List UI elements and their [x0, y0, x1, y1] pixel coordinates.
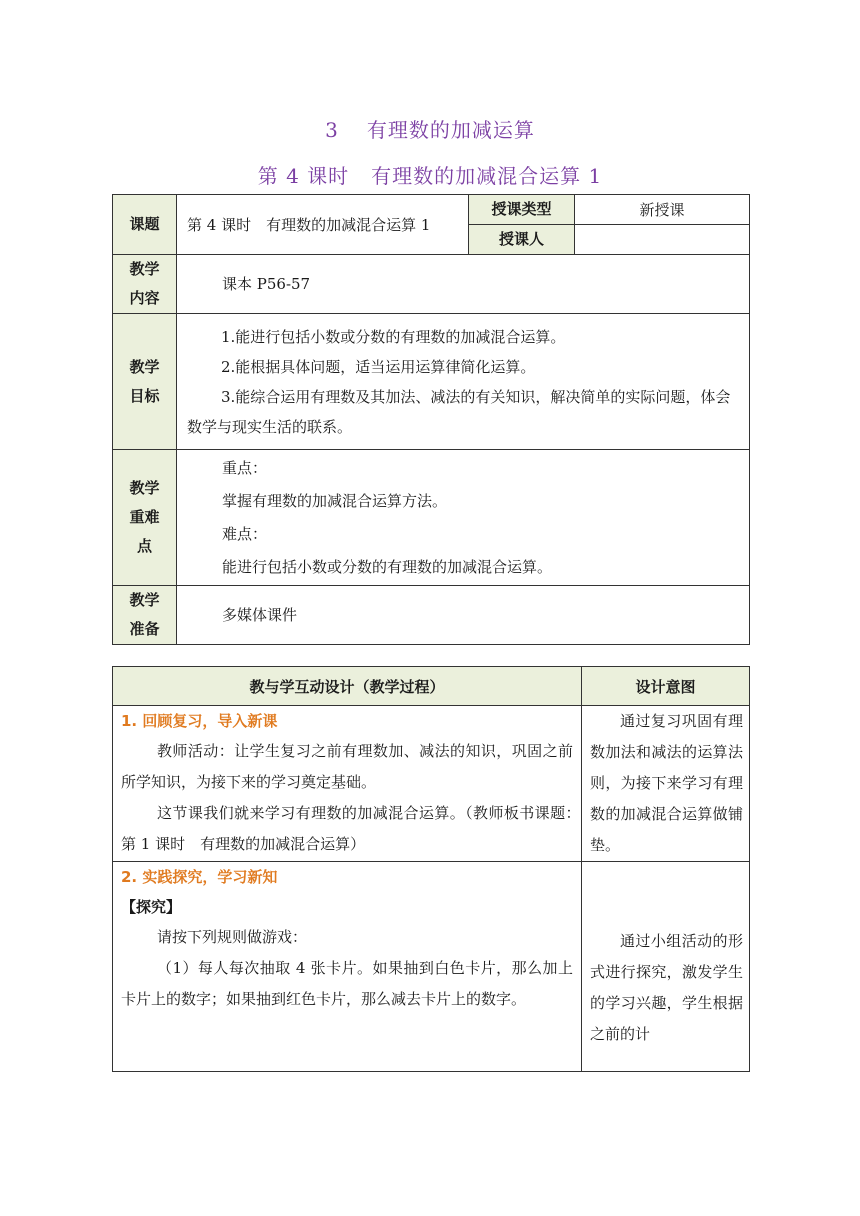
key-points-cell: [177, 450, 750, 586]
key-label-line: 教学: [129, 479, 160, 497]
section2-title: 2. 实践探究，学习新知: [121, 868, 278, 886]
section1-intent: 通过复习巩固有理数加法和减法的运算法则，为接下来学习有理数的加减混合运算做铺垫。: [590, 712, 743, 854]
content-value-cell: [177, 255, 750, 314]
key-label-line: 重难: [129, 508, 160, 526]
content-label: [113, 255, 177, 314]
topic-value: 第 4 课时 有理数的加减混合运算 1: [177, 195, 469, 255]
section1-paragraph: 教师活动：让学生复习之前有理数加、减法的知识，巩固之前所学知识，为接下来的学习奠定基础。: [121, 742, 573, 791]
topic-label: 课题: [113, 195, 177, 255]
unit-number: 3: [325, 118, 339, 142]
type-value: 新授课: [575, 195, 750, 225]
difficult-point: 能进行包括小数或分数的有理数的加减混合运算。: [222, 557, 553, 576]
explore-subtitle: 【探究】: [121, 898, 182, 916]
goals-label-line: 教学: [129, 357, 160, 376]
intent-header: 设计意图: [582, 667, 750, 706]
section2-paragraph: （1）每人每次抽取 4 张卡片。如果抽到白色卡片，那么加上卡片上的数字；如果抽到红色卡片，那么减去卡片上的数字。: [121, 959, 573, 1008]
section1-paragraph: 这节课我们就来学习有理数的加减混合运算。（教师板书课题： 第 1 课时 有理数的加减混合运算）: [121, 804, 589, 853]
goal-item: 2.能根据具体问题，适当运用运算律简化运算。: [221, 357, 536, 376]
goal-item: 3.能综合运用有理数及其加法、减法的有关知识，解决简单的实际问题，体会数学与现实生活的联系。: [187, 387, 731, 436]
goals-label: [113, 314, 177, 450]
key-point-label: 重点：: [222, 458, 268, 477]
teacher-label: 授课人: [469, 225, 575, 255]
content-label-line: 内容: [129, 289, 160, 307]
process-header: 教与学互动设计（教学过程）: [113, 667, 582, 706]
section2-cell: [113, 862, 582, 1072]
section2-intent: 通过小组活动的形式进行探究，激发学生的学习兴趣，学生根据之前的计: [590, 932, 743, 1043]
section2-paragraph: 请按下列规则做游戏：: [157, 928, 308, 946]
teaching-process-table: [112, 666, 750, 1072]
goals-cell: [177, 314, 750, 450]
goals-label-line: 目标: [129, 386, 160, 405]
difficult-point-label: 难点：: [222, 524, 268, 543]
key-label-line: 点: [136, 537, 152, 555]
lesson-name: 有理数的加减混合运算 1: [371, 164, 603, 188]
unit-name: 有理数的加减运算: [366, 118, 535, 142]
unit-title: [0, 114, 860, 143]
prep-value: 多媒体课件: [222, 606, 298, 624]
lesson-title: [0, 160, 860, 189]
section2-intent-cell: [582, 862, 750, 1072]
goal-item: 1.能进行包括小数或分数的有理数的加减混合运算。: [221, 327, 566, 346]
section1-intent-cell: [582, 706, 750, 862]
prep-label-line: 教学: [129, 591, 160, 609]
teacher-value: [575, 225, 750, 255]
lesson-info-table: [112, 194, 750, 645]
prep-cell: [177, 586, 750, 645]
lesson-number: 第 4 课时: [257, 164, 350, 188]
key-points-label: [113, 450, 177, 586]
key-point: 掌握有理数的加减混合运算方法。: [222, 491, 448, 510]
section1-cell: [113, 706, 589, 862]
prep-label: [113, 586, 177, 645]
content-label-line: 教学: [129, 260, 160, 278]
type-label: 授课类型: [469, 195, 575, 225]
content-value: 课本 P56-57: [222, 275, 311, 293]
section1-title: 1. 回顾复习，导入新课: [121, 712, 278, 730]
prep-label-line: 准备: [129, 620, 160, 638]
